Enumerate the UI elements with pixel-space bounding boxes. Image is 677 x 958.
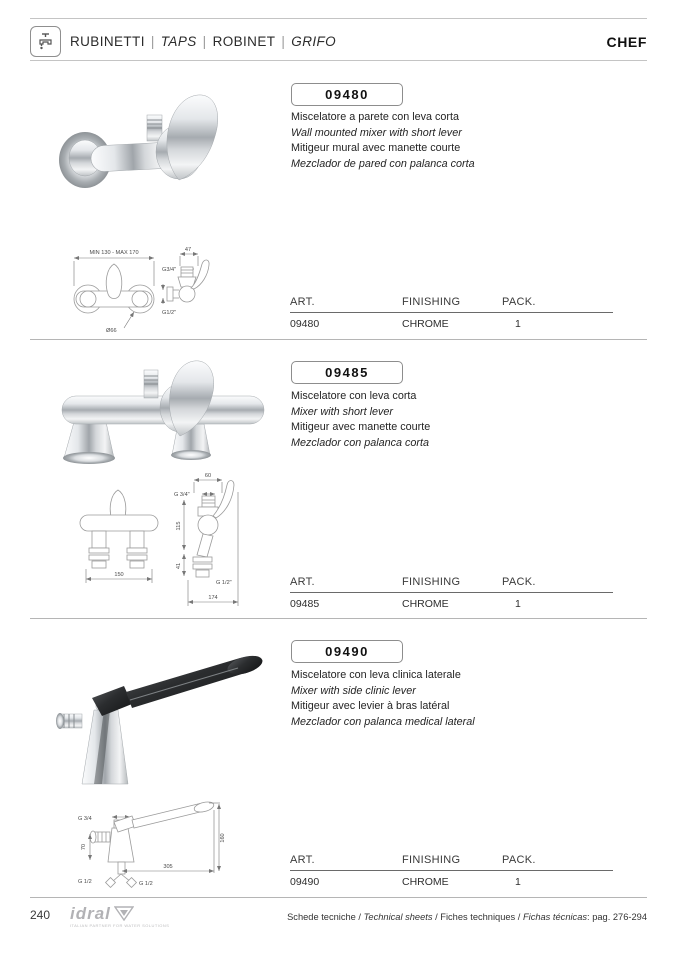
footer-note [287,912,647,922]
page-number: 240 [30,908,51,922]
table-row [290,871,613,888]
cell-finishing: CHROME [402,318,449,330]
cell-art: 09485 [290,598,320,610]
footer-rule [30,897,647,898]
thread-label: G 1/2" [216,580,232,586]
table-header-row [290,854,613,871]
description-es: Mezclador con palanca corta [291,436,430,449]
description-en: Wall mounted mixer with short lever [291,126,462,139]
thread-label: G 1/2 [139,881,153,887]
column-header-pack: PACK. [502,576,536,588]
dimension-label: MIN 130 - MAX 170 [89,250,139,256]
column-header-finishing: FINISHING [402,576,461,588]
description-fr: Mitigeur mural avec manette courte [291,142,461,155]
table-header-row [290,296,613,313]
cell-art: 09480 [290,318,320,330]
header-rule-top [30,18,647,19]
nav-separator: | [202,34,207,49]
footer-note-part: Technical sheets [363,912,433,922]
nav-separator: | [281,34,286,49]
nav-item-rubinetti: RUBINETTI [70,34,145,49]
product-photo-09485 [58,352,273,467]
nav-item-robinet: ROBINET [212,34,276,49]
logo-text: idral [70,904,111,923]
description-it: Miscelatore a parete con leva corta [291,111,460,123]
product-description [291,110,631,172]
footer-note-part: Fichas técnicas [522,912,588,922]
column-header-art: ART. [290,296,315,308]
thread-label: G 1/2 [78,879,92,885]
header-rule-bottom [30,60,647,61]
dimension-label: 70 [81,843,87,851]
article-code-badge: 09490 [291,640,403,663]
dimension-label: 305 [163,864,173,870]
thread-label: G 3/4 [78,816,92,822]
section-divider [30,339,647,340]
nav-item-grifo: GRIFO [291,34,337,49]
cell-pack: 1 [515,876,521,888]
thread-label: G 3/4" [174,492,190,498]
logo-tagline: ITALIAN PARTNER FOR WATER SOLUTIONS [70,923,170,928]
product-description [291,668,631,730]
thread-label: G1/2" [162,310,177,316]
dimension-label: 115 [176,521,182,531]
column-header-art: ART. [290,854,315,866]
cell-finishing: CHROME [402,876,449,888]
article-code-badge: 09480 [291,83,403,106]
footer-note-part: : pag. 276-294 [587,912,647,922]
column-header-pack: PACK. [502,854,536,866]
product-photo-09490 [52,648,267,788]
description-es: Mezclador con palanca medical lateral [291,715,475,728]
cell-art: 09490 [290,876,320,888]
table-row [290,313,613,330]
dimension-label: 60 [204,473,212,479]
cell-pack: 1 [515,318,521,330]
dimension-label: Ø66 [106,328,117,334]
product-table [290,296,613,330]
footer-note-part: Schede tecniche / [287,912,364,922]
page-title [70,34,336,49]
description-en: Mixer with side clinic lever [291,684,416,697]
description-en: Mixer with short lever [291,405,393,418]
description-fr: Mitigeur avec levier à bras latéral [291,700,450,713]
product-description [291,389,631,451]
faucet-icon [30,26,61,57]
collection-name: CHEF [606,34,647,50]
product-photo-09480 [55,88,255,210]
table-header-row [290,576,613,593]
dimension-label: 150 [114,572,124,578]
dimension-label: 41 [176,562,182,570]
nav-item-taps: TAPS [160,34,197,49]
idral-logo [70,905,169,928]
column-header-pack: PACK. [502,296,536,308]
product-table [290,854,613,888]
dimension-label: 160 [220,833,226,843]
dimension-label: 174 [208,595,218,601]
product-table [290,576,613,610]
description-it: Miscelatore con leva clinica laterale [291,669,461,681]
description-fr: Mitigeur avec manette courte [291,421,431,434]
nav-separator: | [150,34,155,49]
description-es: Mezclador de pared con palanca corta [291,157,475,170]
column-header-art: ART. [290,576,315,588]
cell-finishing: CHROME [402,598,449,610]
dimension-label: 47 [184,247,192,253]
column-header-finishing: FINISHING [402,296,461,308]
footer-note-part: / Fiches techniques / [432,912,523,922]
description-it: Miscelatore con leva corta [291,390,417,402]
column-header-finishing: FINISHING [402,854,461,866]
technical-drawing-09490 [76,790,226,890]
table-row [290,593,613,610]
technical-drawing-09485 [66,470,251,612]
cell-pack: 1 [515,598,521,610]
technical-drawing-09480 [68,242,233,337]
logo-diamond-icon [114,906,134,921]
article-code-badge: 09485 [291,361,403,384]
thread-label: G3/4" [162,267,177,273]
section-divider [30,618,647,619]
